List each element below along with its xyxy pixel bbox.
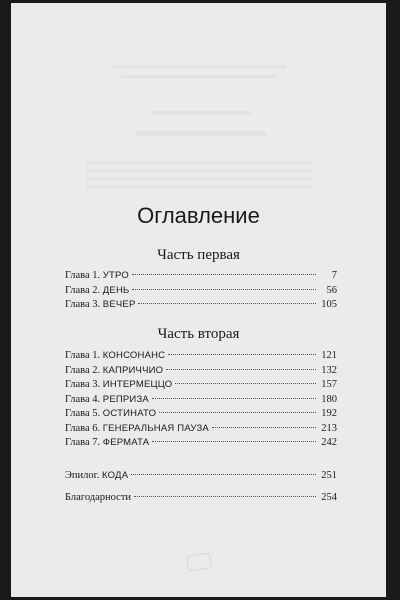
show-through-line	[111, 65, 286, 68]
chapter-number: Глава 3.	[65, 299, 101, 310]
dot-leader	[152, 398, 316, 399]
toc-entry[interactable]	[65, 298, 337, 313]
chapter-name: РЕПРИЗА	[102, 393, 149, 405]
chapter-name: ИНТЕРМЕЦЦО	[102, 379, 173, 390]
page-number: 105	[321, 299, 337, 310]
dot-leader	[168, 354, 316, 355]
chapter-number: Глава 6.	[65, 422, 101, 434]
toc-title: Оглавление	[137, 203, 260, 228]
chapter-name: ОСТИНАТО	[102, 408, 157, 419]
dot-leader	[175, 383, 316, 384]
toc-entry[interactable]	[65, 284, 337, 299]
chapter-number: Глава 1.	[65, 270, 101, 281]
book-page	[11, 3, 386, 597]
show-through-line	[136, 131, 266, 136]
show-through-line	[86, 177, 311, 180]
dot-leader	[132, 274, 316, 275]
chapter-name: КАПРИЧЧИО	[102, 364, 164, 376]
page-number: 251	[321, 470, 337, 481]
page-number: 192	[321, 408, 337, 419]
page-number: 132	[321, 364, 337, 376]
toc-entry[interactable]	[65, 436, 337, 451]
chapter-number: Эпилог.	[65, 470, 100, 481]
toc-entry[interactable]	[65, 422, 337, 437]
toc-entry[interactable]	[65, 349, 337, 364]
show-through-line	[86, 185, 311, 188]
page-number: 213	[321, 422, 337, 434]
show-through-stamp	[186, 552, 212, 571]
chapter-number: Глава 2.	[65, 364, 101, 376]
dot-leader	[132, 289, 316, 290]
part-1-title: Часть первая	[157, 247, 240, 263]
page-number: 180	[321, 393, 337, 405]
part-1-entries	[65, 269, 337, 313]
chapter-name: УТРО	[102, 270, 129, 281]
chapter-number: Глава 1.	[65, 350, 101, 361]
chapter-name: ГЕНЕРАЛЬНАЯ ПАУЗА	[102, 422, 209, 434]
chapter-number: Глава 2.	[65, 284, 101, 296]
toc-entry[interactable]	[65, 269, 337, 284]
dot-leader	[131, 474, 316, 475]
show-through-line	[151, 111, 251, 114]
toc-entry-epilogue[interactable]	[65, 469, 337, 484]
page-number: 7	[331, 270, 337, 281]
toc-entry[interactable]	[65, 407, 337, 422]
acknowledgements-section	[65, 491, 337, 506]
page-number: 157	[321, 379, 337, 390]
part-2-title: Часть вторая	[157, 326, 240, 342]
toc-entry-acknowledgements[interactable]	[65, 491, 337, 506]
chapter-name: ФЕРМАТА	[102, 437, 150, 448]
page-number: 242	[321, 437, 337, 448]
part-2-entries	[65, 349, 337, 451]
dot-leader	[152, 441, 316, 442]
chapter-number: Глава 4.	[65, 393, 101, 405]
dot-leader	[134, 496, 316, 497]
toc-entry[interactable]	[65, 364, 337, 379]
epilogue-section	[65, 469, 337, 484]
chapter-name: КОДА	[102, 470, 129, 481]
show-through-line	[86, 169, 311, 172]
chapter-number: Глава 5.	[65, 408, 101, 419]
page-number: 254	[321, 492, 337, 503]
acknowledgements-label: Благодарности	[65, 492, 132, 503]
chapter-name: КОНСОНАНС	[102, 350, 166, 361]
dot-leader	[159, 412, 316, 413]
page-number: 56	[326, 284, 337, 296]
dot-leader	[138, 303, 316, 304]
chapter-name: ВЕЧЕР	[102, 299, 136, 310]
dot-leader	[212, 427, 316, 428]
show-through-line	[121, 75, 276, 78]
chapter-number: Глава 3.	[65, 379, 101, 390]
toc-entry[interactable]	[65, 393, 337, 408]
chapter-name: ДЕНЬ	[102, 284, 130, 296]
show-through-line	[86, 161, 311, 164]
chapter-number: Глава 7.	[65, 437, 101, 448]
toc-entry[interactable]	[65, 378, 337, 393]
page-number: 121	[321, 350, 337, 361]
dot-leader	[166, 369, 316, 370]
